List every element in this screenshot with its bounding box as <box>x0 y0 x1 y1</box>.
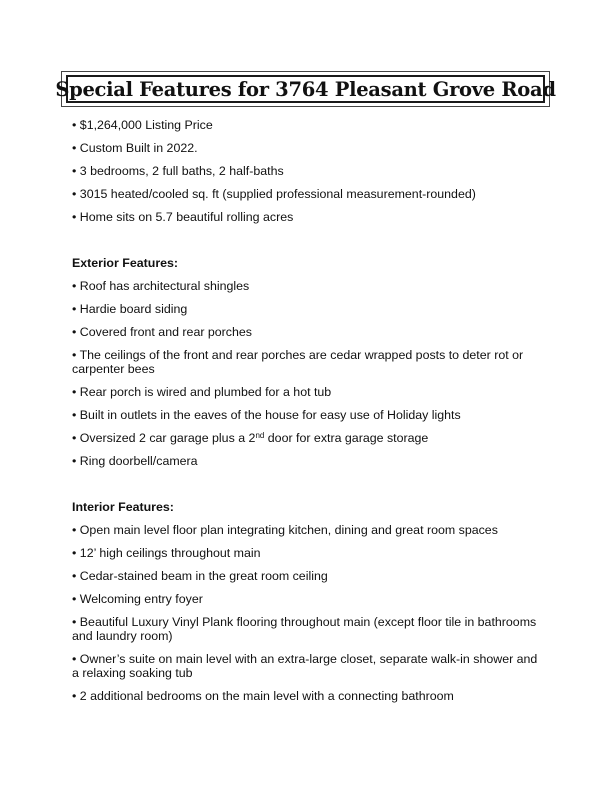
document-body <box>72 118 542 712</box>
title-box <box>55 71 556 107</box>
list-item <box>72 385 542 399</box>
title-box-inner <box>55 75 556 103</box>
list-item <box>72 454 542 468</box>
bullet-icon: • <box>72 164 77 178</box>
list-item-text: Open main level floor plan integrating kitchen, dining and great room spaces <box>79 523 498 537</box>
list-item-text: Home sits on 5.7 beautiful rolling acres <box>79 210 294 224</box>
ordinal-suffix: nd <box>255 431 265 440</box>
list-item <box>72 187 542 201</box>
bullet-icon: • <box>72 652 77 666</box>
garage-text-before: Oversized 2 car garage plus a 2 <box>79 431 256 445</box>
list-item-text: 3015 heated/cooled sq. ft (supplied professional measurement-rounded) <box>79 187 476 201</box>
bullet-icon: • <box>72 523 77 537</box>
bullet-icon: • <box>72 615 77 629</box>
list-item <box>72 279 542 293</box>
list-item <box>72 523 542 537</box>
list-item-text: The ceilings of the front and rear porches are cedar wrapped posts to deter rot or carpenter bees <box>72 348 524 376</box>
bullet-icon: • <box>72 546 77 560</box>
list-item-text: 3 bedrooms, 2 full baths, 2 half-baths <box>79 164 284 178</box>
bullet-icon: • <box>72 431 77 445</box>
list-item <box>72 210 542 224</box>
bullet-icon: • <box>72 210 77 224</box>
list-item <box>72 141 542 155</box>
list-item <box>72 615 542 643</box>
bullet-icon: • <box>72 118 77 132</box>
list-item <box>72 348 542 376</box>
section-spacer <box>72 477 542 500</box>
list-item-text: Beautiful Luxury Vinyl Plank flooring throughout main (except floor tile in bathrooms and laundry room) <box>72 615 537 643</box>
interior-section <box>72 500 542 703</box>
bullet-icon: • <box>72 325 77 339</box>
list-item-text: Rear porch is wired and plumbed for a hot tub <box>79 385 332 399</box>
list-item-text: Custom Built in 2022. <box>79 141 198 155</box>
list-item-text <box>80 431 428 445</box>
list-item <box>72 118 542 132</box>
summary-list <box>72 118 542 224</box>
bullet-icon: • <box>72 187 77 201</box>
bullet-icon: • <box>72 348 77 362</box>
section-heading: Exterior Features: <box>72 256 179 270</box>
list-item-text: Roof has architectural shingles <box>79 279 250 293</box>
garage-text-after: door for extra garage storage <box>264 431 429 445</box>
list-item-text: Welcoming entry foyer <box>79 592 203 606</box>
bullet-icon: • <box>72 689 77 703</box>
list-item-text: Ring doorbell/camera <box>79 454 198 468</box>
list-item <box>72 408 542 422</box>
list-item-text: Cedar-stained beam in the great room ceiling <box>79 569 328 583</box>
list-item-text: Owner’s suite on main level with an extra-large closet, separate walk-in shower and a relaxing soaking tub <box>72 652 538 680</box>
bullet-icon: • <box>72 279 77 293</box>
list-item-text: 2 additional bedrooms on the main level with a connecting bathroom <box>79 689 454 703</box>
list-item <box>72 302 542 316</box>
exterior-section <box>72 256 542 468</box>
list-item <box>72 652 542 680</box>
list-item-text: Covered front and rear porches <box>79 325 252 339</box>
section-spacer <box>72 233 542 256</box>
list-item <box>72 431 542 445</box>
bullet-icon: • <box>72 592 77 606</box>
section-heading: Interior Features: <box>72 500 174 514</box>
list-item-text: $1,264,000 Listing Price <box>79 118 213 132</box>
list-item <box>72 164 542 178</box>
list-item-text: Built in outlets in the eaves of the house for easy use of Holiday lights <box>79 408 461 422</box>
bullet-icon: • <box>72 302 77 316</box>
list-item <box>72 325 542 339</box>
bullet-icon: • <box>72 385 77 399</box>
bullet-icon: • <box>72 141 77 155</box>
bullet-icon: • <box>72 569 77 583</box>
bullet-icon: • <box>72 454 77 468</box>
list-item <box>72 569 542 583</box>
page-title: Special Features for 3764 Pleasant Grove Road <box>55 78 556 101</box>
list-item <box>72 592 542 606</box>
list-item <box>72 689 542 703</box>
list-item-text: Hardie board siding <box>79 302 188 316</box>
list-item <box>72 546 542 560</box>
bullet-icon: • <box>72 408 77 422</box>
list-item-text: 12’ high ceilings throughout main <box>79 546 261 560</box>
